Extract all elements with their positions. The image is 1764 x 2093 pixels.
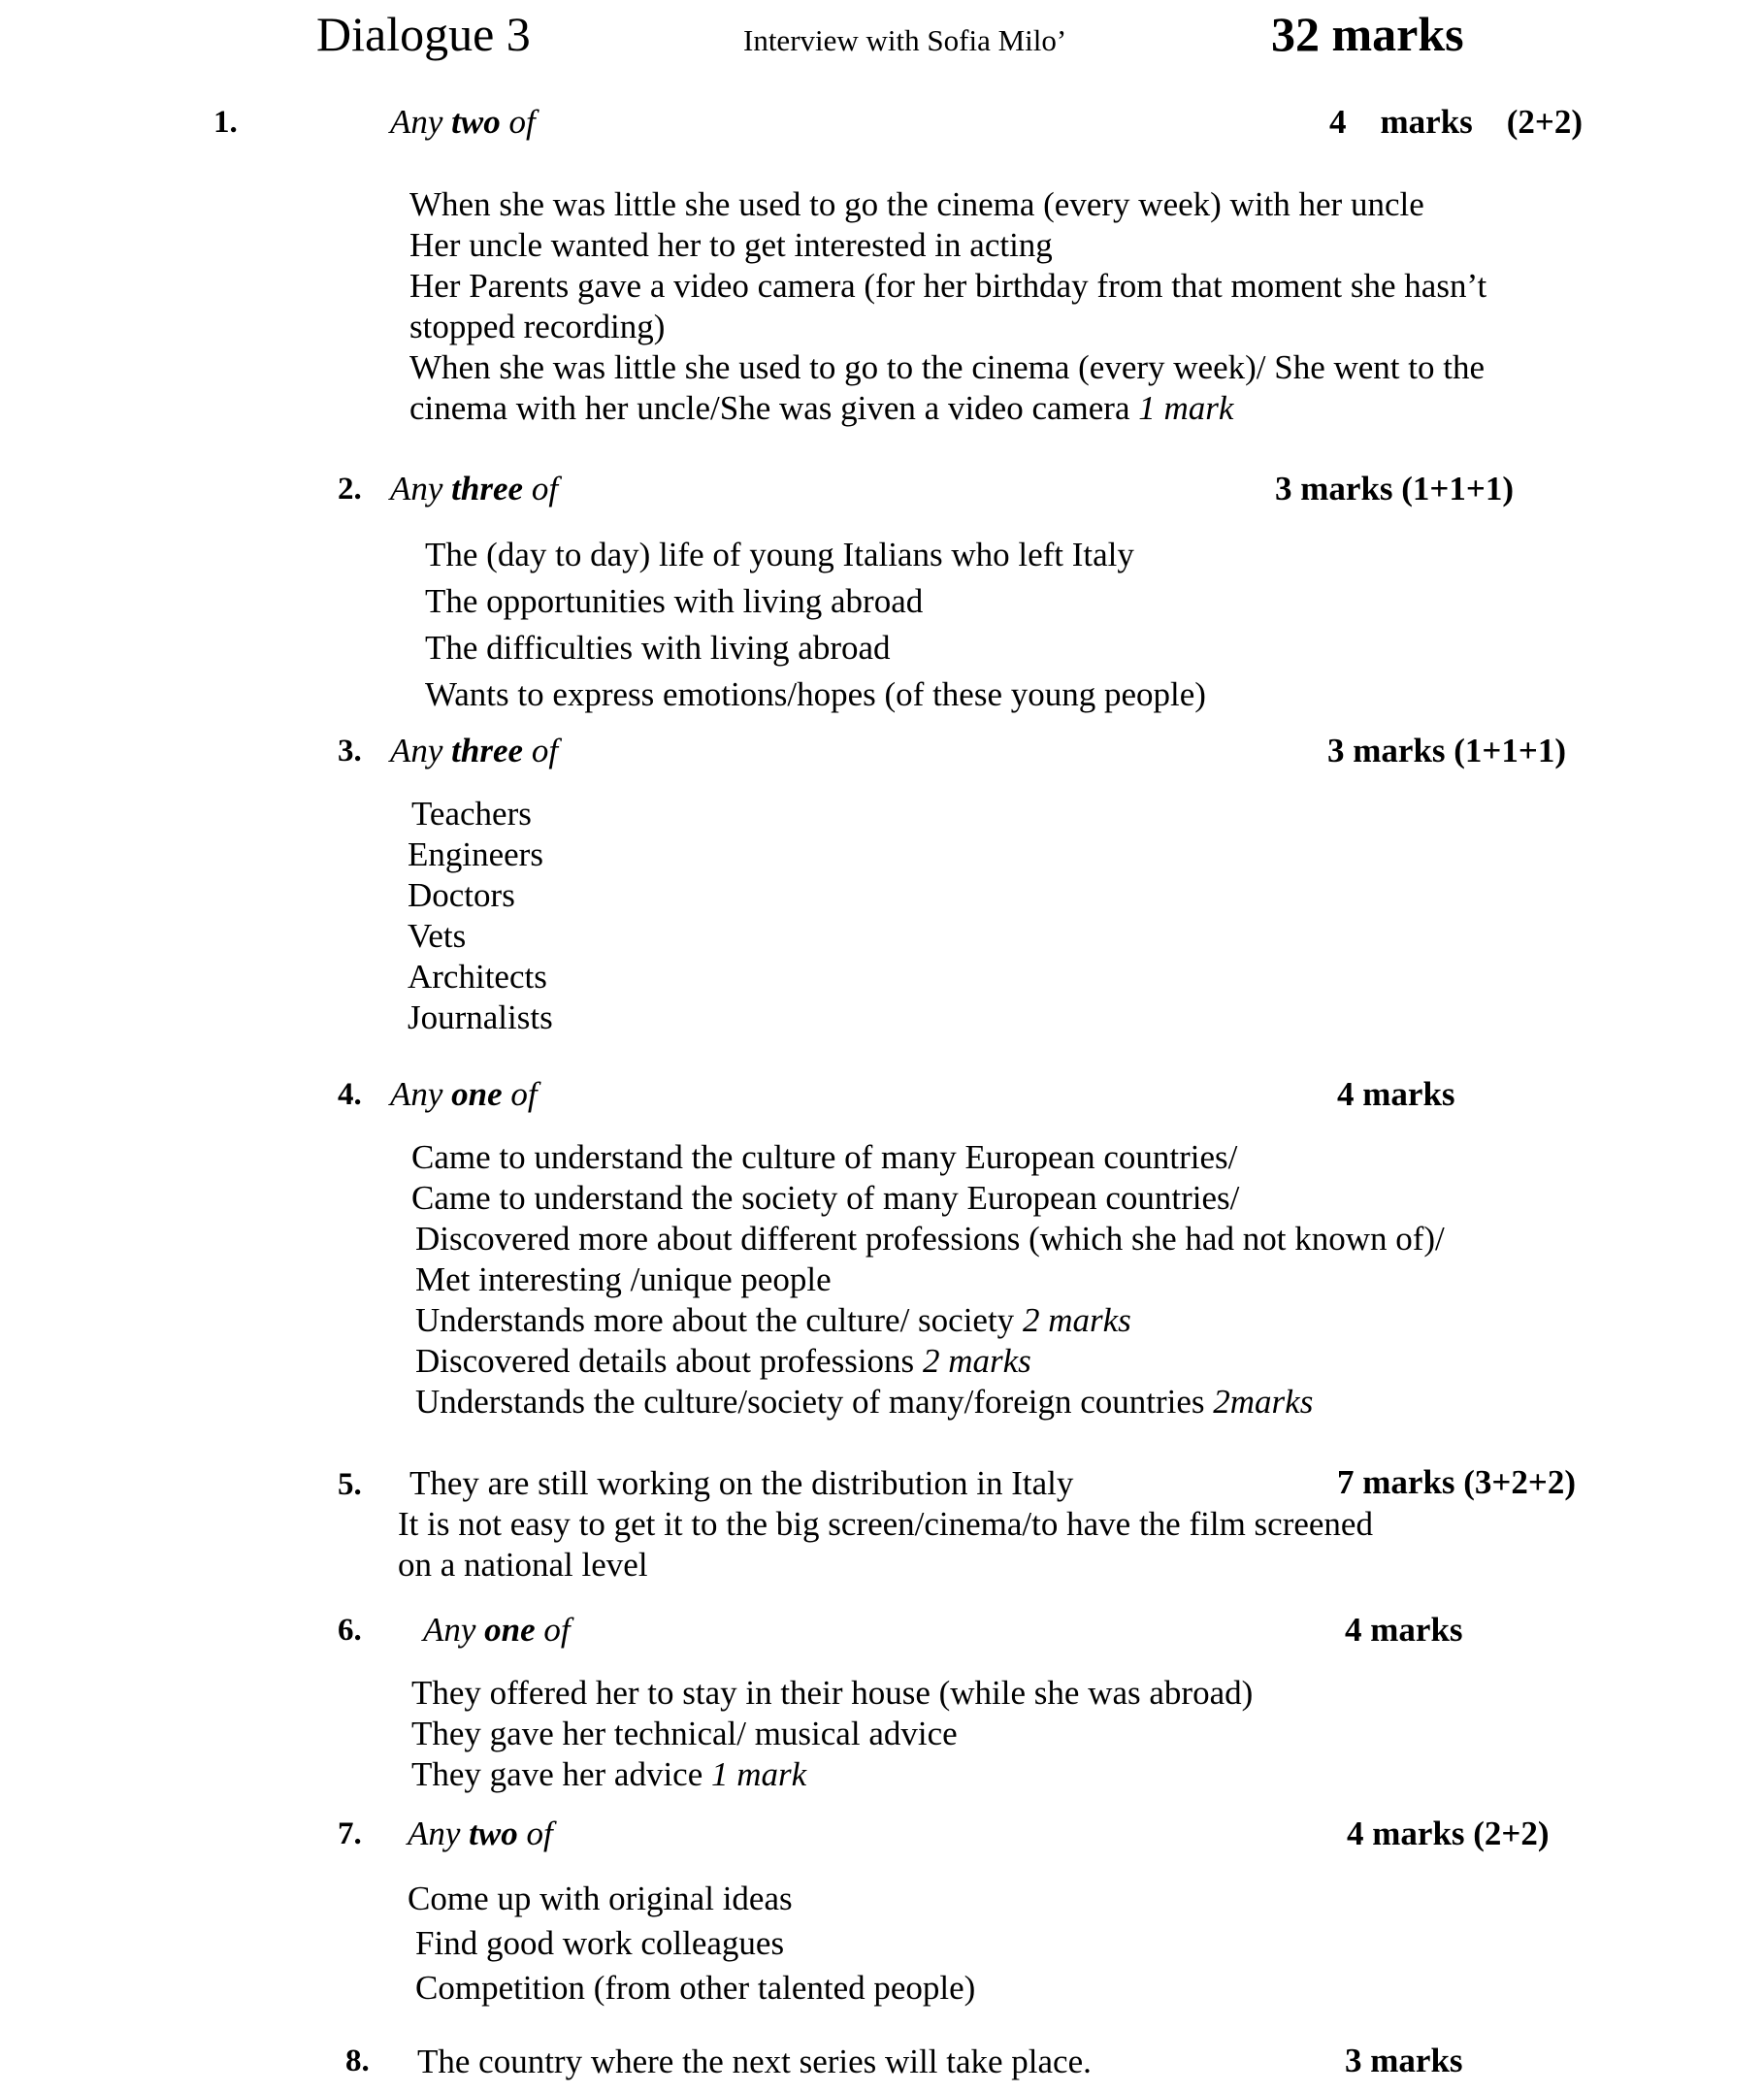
answer-line: Doctors — [408, 876, 515, 914]
question-2-instruction: Any three of — [390, 470, 559, 507]
question-3-instruction: Any three of — [390, 732, 559, 769]
answer-line: The (day to day) life of young Italians who left Italy — [425, 536, 1134, 573]
answer-line: When she was little she used to go the cinema (every week) with her uncle — [409, 185, 1424, 223]
answer-line: stopped recording) — [409, 308, 666, 345]
answer-line: They offered her to stay in their house (while she was abroad) — [411, 1674, 1254, 1712]
answer-line: Journalists — [408, 998, 553, 1036]
question-4-instruction: Any one of — [390, 1075, 538, 1113]
answer-line: Her uncle wanted her to get interested in acting — [409, 226, 1053, 264]
question-8-marks: 3 marks — [1345, 2042, 1463, 2079]
answer-line: Discovered more about different professions (which she had not known of)/ — [415, 1220, 1445, 1258]
question-6-number: 6. — [338, 1613, 362, 1648]
answer-line: Find good work colleagues — [415, 1924, 785, 1962]
answer-line: Wants to express emotions/hopes (of these young people) — [425, 675, 1206, 713]
question-7-number: 7. — [338, 1816, 362, 1851]
answer-line: Her Parents gave a video camera (for her birthday from that moment she hasn’t — [409, 267, 1487, 305]
answer-line: Came to understand the culture of many European countries/ — [411, 1138, 1238, 1176]
answer-line: on a national level — [398, 1546, 648, 1584]
answer-line: They gave her technical/ musical advice — [411, 1715, 958, 1752]
question-7-instruction: Any two of — [408, 1815, 553, 1852]
question-5-number: 5. — [338, 1467, 362, 1502]
question-2-answers — [425, 532, 1206, 718]
page-title: Dialogue 3 — [316, 7, 531, 61]
question-2-marks: 3 marks (1+1+1) — [1275, 470, 1514, 507]
answer-line: Come up with original ideas — [408, 1880, 793, 1917]
question-6-answers — [411, 1673, 1253, 1795]
answer-line: The difficulties with living abroad — [425, 629, 891, 667]
mark-note: 1 mark — [711, 1755, 807, 1793]
answer-line: Vets — [408, 917, 467, 955]
question-6-marks: 4 marks — [1345, 1611, 1463, 1649]
answer-line: Competition (from other talented people) — [415, 1969, 976, 2007]
question-1-instruction: Any two of — [390, 103, 536, 141]
answer-line: Architects — [408, 958, 547, 996]
question-5-marks: 7 marks (3+2+2) — [1337, 1463, 1576, 1501]
question-3-number: 3. — [338, 734, 362, 769]
question-3-answers — [408, 794, 553, 1038]
answer-line: Engineers — [408, 835, 543, 873]
answer-line: When she was little she used to go to the cinema (every week)/ She went to the — [409, 348, 1486, 386]
answer-line: Teachers — [411, 795, 532, 833]
answer-line: It is not easy to get it to the big screen/cinema/to have the film screened — [398, 1505, 1373, 1543]
answer-line: Met interesting /unique people — [415, 1260, 832, 1298]
answer-line: Discovered details about professions 2 marks — [415, 1342, 1031, 1380]
question-1-marks: 4 marks (2+2) — [1329, 103, 1584, 141]
question-1-number: 1. — [213, 105, 238, 140]
answer-line: The opportunities with living abroad — [425, 582, 924, 620]
mark-note: 1 mark — [1138, 389, 1234, 427]
question-5-first-line: They are still working on the distribution in Italy — [409, 1464, 1074, 1502]
answer-line: Understands more about the culture/ society 2 marks — [415, 1301, 1131, 1339]
page-subtitle: Interview with Sofia Milo’ — [743, 23, 1067, 57]
question-4-answers — [411, 1137, 1445, 1423]
question-3-marks: 3 marks (1+1+1) — [1327, 732, 1566, 769]
question-8-number: 8. — [345, 2044, 370, 2078]
mark-note: 2 marks — [1022, 1301, 1131, 1339]
question-7-answers — [408, 1877, 975, 2011]
answer-line: They gave her advice 1 mark — [411, 1755, 807, 1793]
question-4-marks: 4 marks — [1337, 1075, 1455, 1113]
question-1-answers — [409, 184, 1486, 429]
question-8-answer: The country where the next series will take place. — [417, 2043, 1092, 2080]
total-marks: 32 marks — [1271, 7, 1464, 61]
question-7-marks: 4 marks (2+2) — [1347, 1815, 1550, 1852]
answer-line: Came to understand the society of many European countries/ — [411, 1179, 1240, 1217]
answer-line: cinema with her uncle/She was given a video camera 1 mark — [409, 389, 1234, 427]
question-2-number: 2. — [338, 472, 362, 507]
question-4-number: 4. — [338, 1077, 362, 1112]
question-6-instruction: Any one of — [423, 1611, 571, 1649]
question-5-answers — [398, 1504, 1373, 1586]
mark-note: 2marks — [1213, 1383, 1314, 1421]
mark-note: 2 marks — [922, 1342, 1031, 1380]
answer-line: Understands the culture/society of many/foreign countries 2marks — [415, 1383, 1314, 1421]
